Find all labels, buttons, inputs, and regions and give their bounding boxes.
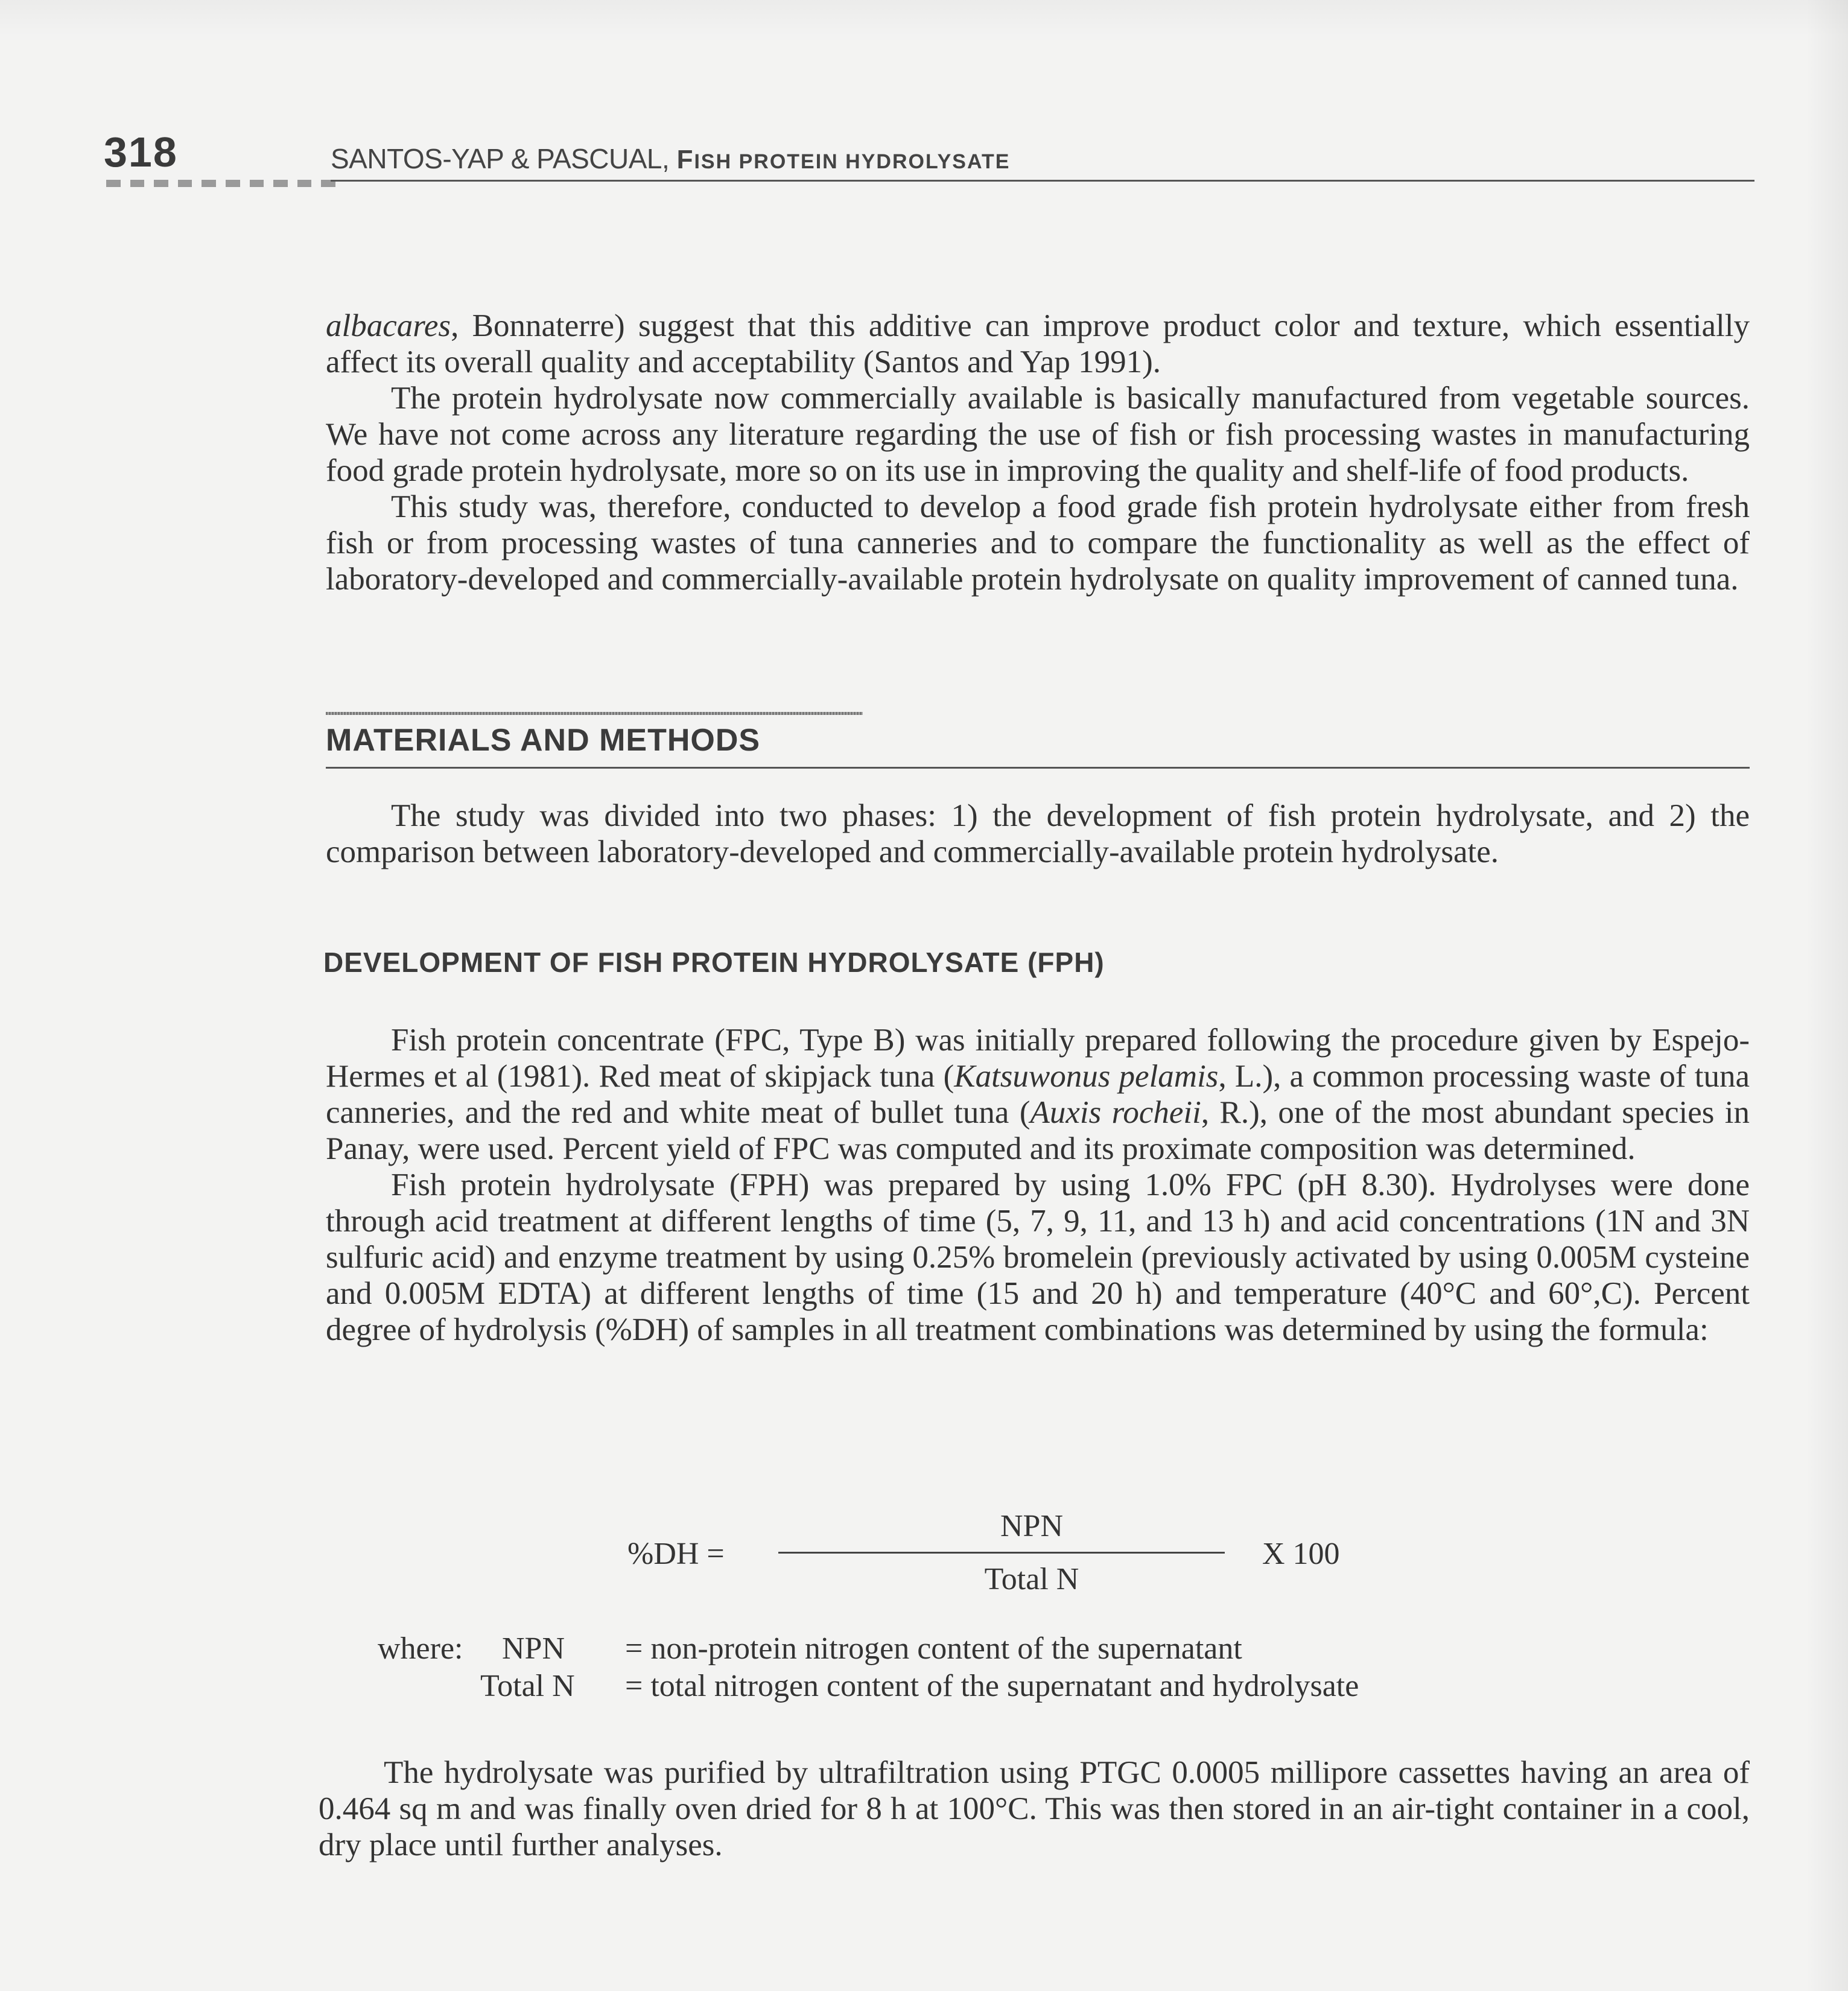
species-name: Katsuwonus pelamis bbox=[954, 1059, 1219, 1094]
formula-lhs: %DH = bbox=[627, 1537, 725, 1571]
header-rule bbox=[331, 180, 1754, 182]
formula-multiplier: X 100 bbox=[1262, 1537, 1340, 1571]
definition-symbol: Total N bbox=[480, 1669, 575, 1703]
fph-paragraph-3: The hydrolysate was purified by ultrafiltration using PTGC 0.0005 millipore cassettes having an area of 0.464 sq m and was finally oven dried for 8 h at 100°C. This was then stored in an air-tight container in a cool, dry place until further analyses. bbox=[319, 1755, 1750, 1862]
section-heading-block bbox=[326, 712, 1750, 769]
fraction-line bbox=[778, 1552, 1225, 1554]
methods-paragraph-1: The study was divided into two phases: 1) the development of fish protein hydrolysate, and 2) the comparison between laboratory-developed and commercially-available protein hydrolysate. bbox=[326, 798, 1750, 869]
running-head bbox=[331, 142, 1010, 175]
species-name: Auxis rocheii bbox=[1030, 1095, 1201, 1130]
definition-row bbox=[0, 1668, 1848, 1705]
formula-numerator: NPN bbox=[1000, 1509, 1064, 1543]
dh-formula bbox=[627, 1508, 1412, 1599]
formula-denominator: Total N bbox=[984, 1562, 1079, 1596]
decorative-dot-strip bbox=[106, 180, 335, 188]
subsection-heading: DEVELOPMENT OF FISH PROTEIN HYDROLYSATE (FPH) bbox=[323, 947, 1105, 978]
intro-paragraph-3: This study was, therefore, conducted to develop a food grade fish protein hydrolysate either from fresh fish or from processing wastes of tuna canneries and to compare the functionality as well as the effect of laboratory-developed and commercially-available protein hydrolysate on quality improvement of canned tuna. bbox=[326, 489, 1750, 597]
fph-paragraph-2: Fish protein hydrolysate (FPH) was prepared by using 1.0% FPC (pH 8.30). Hydrolyses were done through acid treatment at different lengths of time (5, 7, 9, 11, and 13 h) and acid concentrations (1N and 3N sulfuric acid) and enzyme treatment by using 0.25% bromelein (previously activated by using 0.005M cysteine and 0.005M EDTA) at different lengths of time (15 and 20 h) and temperature (40°C and 60°,C). Percent degree of hydrolysis (%DH) of samples in all treatment combinations was determined by using the formula: bbox=[326, 1167, 1750, 1347]
running-head-title: FISH PROTEIN HYDROLYSATE bbox=[676, 145, 1011, 174]
where-label: where: bbox=[378, 1631, 463, 1666]
definition-text: = non-protein nitrogen content of the supernatant bbox=[625, 1631, 1242, 1666]
page-shadow-top bbox=[0, 0, 1848, 36]
definition-symbol: NPN bbox=[502, 1631, 565, 1666]
formula-definitions bbox=[0, 1630, 1848, 1705]
fph-paragraph-1: Fish protein concentrate (FPC, Type B) was initially prepared following the procedure given by Espejo-Hermes et al (1981). Red meat of skipjack tuna (Katsuwonus pelamis, L.), a common processing waste of tuna canneries, and the red and white meat of bullet tuna (Auxis rocheii, R.), one of the most abundant species in Panay, were used. Percent yield of FPC was computed and its proximate composition was determined. bbox=[326, 1023, 1750, 1166]
definition-text: = total nitrogen content of the supernatant and hydrolysate bbox=[625, 1669, 1359, 1703]
section-heading: MATERIALS AND METHODS bbox=[326, 723, 761, 758]
intro-section bbox=[326, 308, 1750, 597]
fph-section bbox=[326, 1022, 1750, 1348]
definition-row bbox=[0, 1630, 1848, 1668]
intro-paragraph-1: albacares, Bonnaterre) suggest that this additive can improve product color and texture, which essentially affect its overall quality and acceptability (Santos and Yap 1991). bbox=[326, 308, 1750, 379]
section-rule-top bbox=[326, 712, 863, 715]
fph-section-end bbox=[319, 1754, 1750, 1863]
page-number: 318 bbox=[104, 129, 178, 176]
running-head-authors: SANTOS-YAP & PASCUAL, bbox=[331, 143, 677, 174]
species-name: albacares bbox=[326, 308, 451, 343]
intro-paragraph-2: The protein hydrolysate now commercially available is basically manufactured from vegetable sources. We have not come across any literature regarding the use of fish or fish processing wastes in manufacturing food grade protein hydrolysate, more so on its use in improving the quality and shelf-life of food products. bbox=[326, 381, 1750, 488]
section-rule-bottom bbox=[326, 767, 1750, 769]
methods-section bbox=[326, 798, 1750, 870]
